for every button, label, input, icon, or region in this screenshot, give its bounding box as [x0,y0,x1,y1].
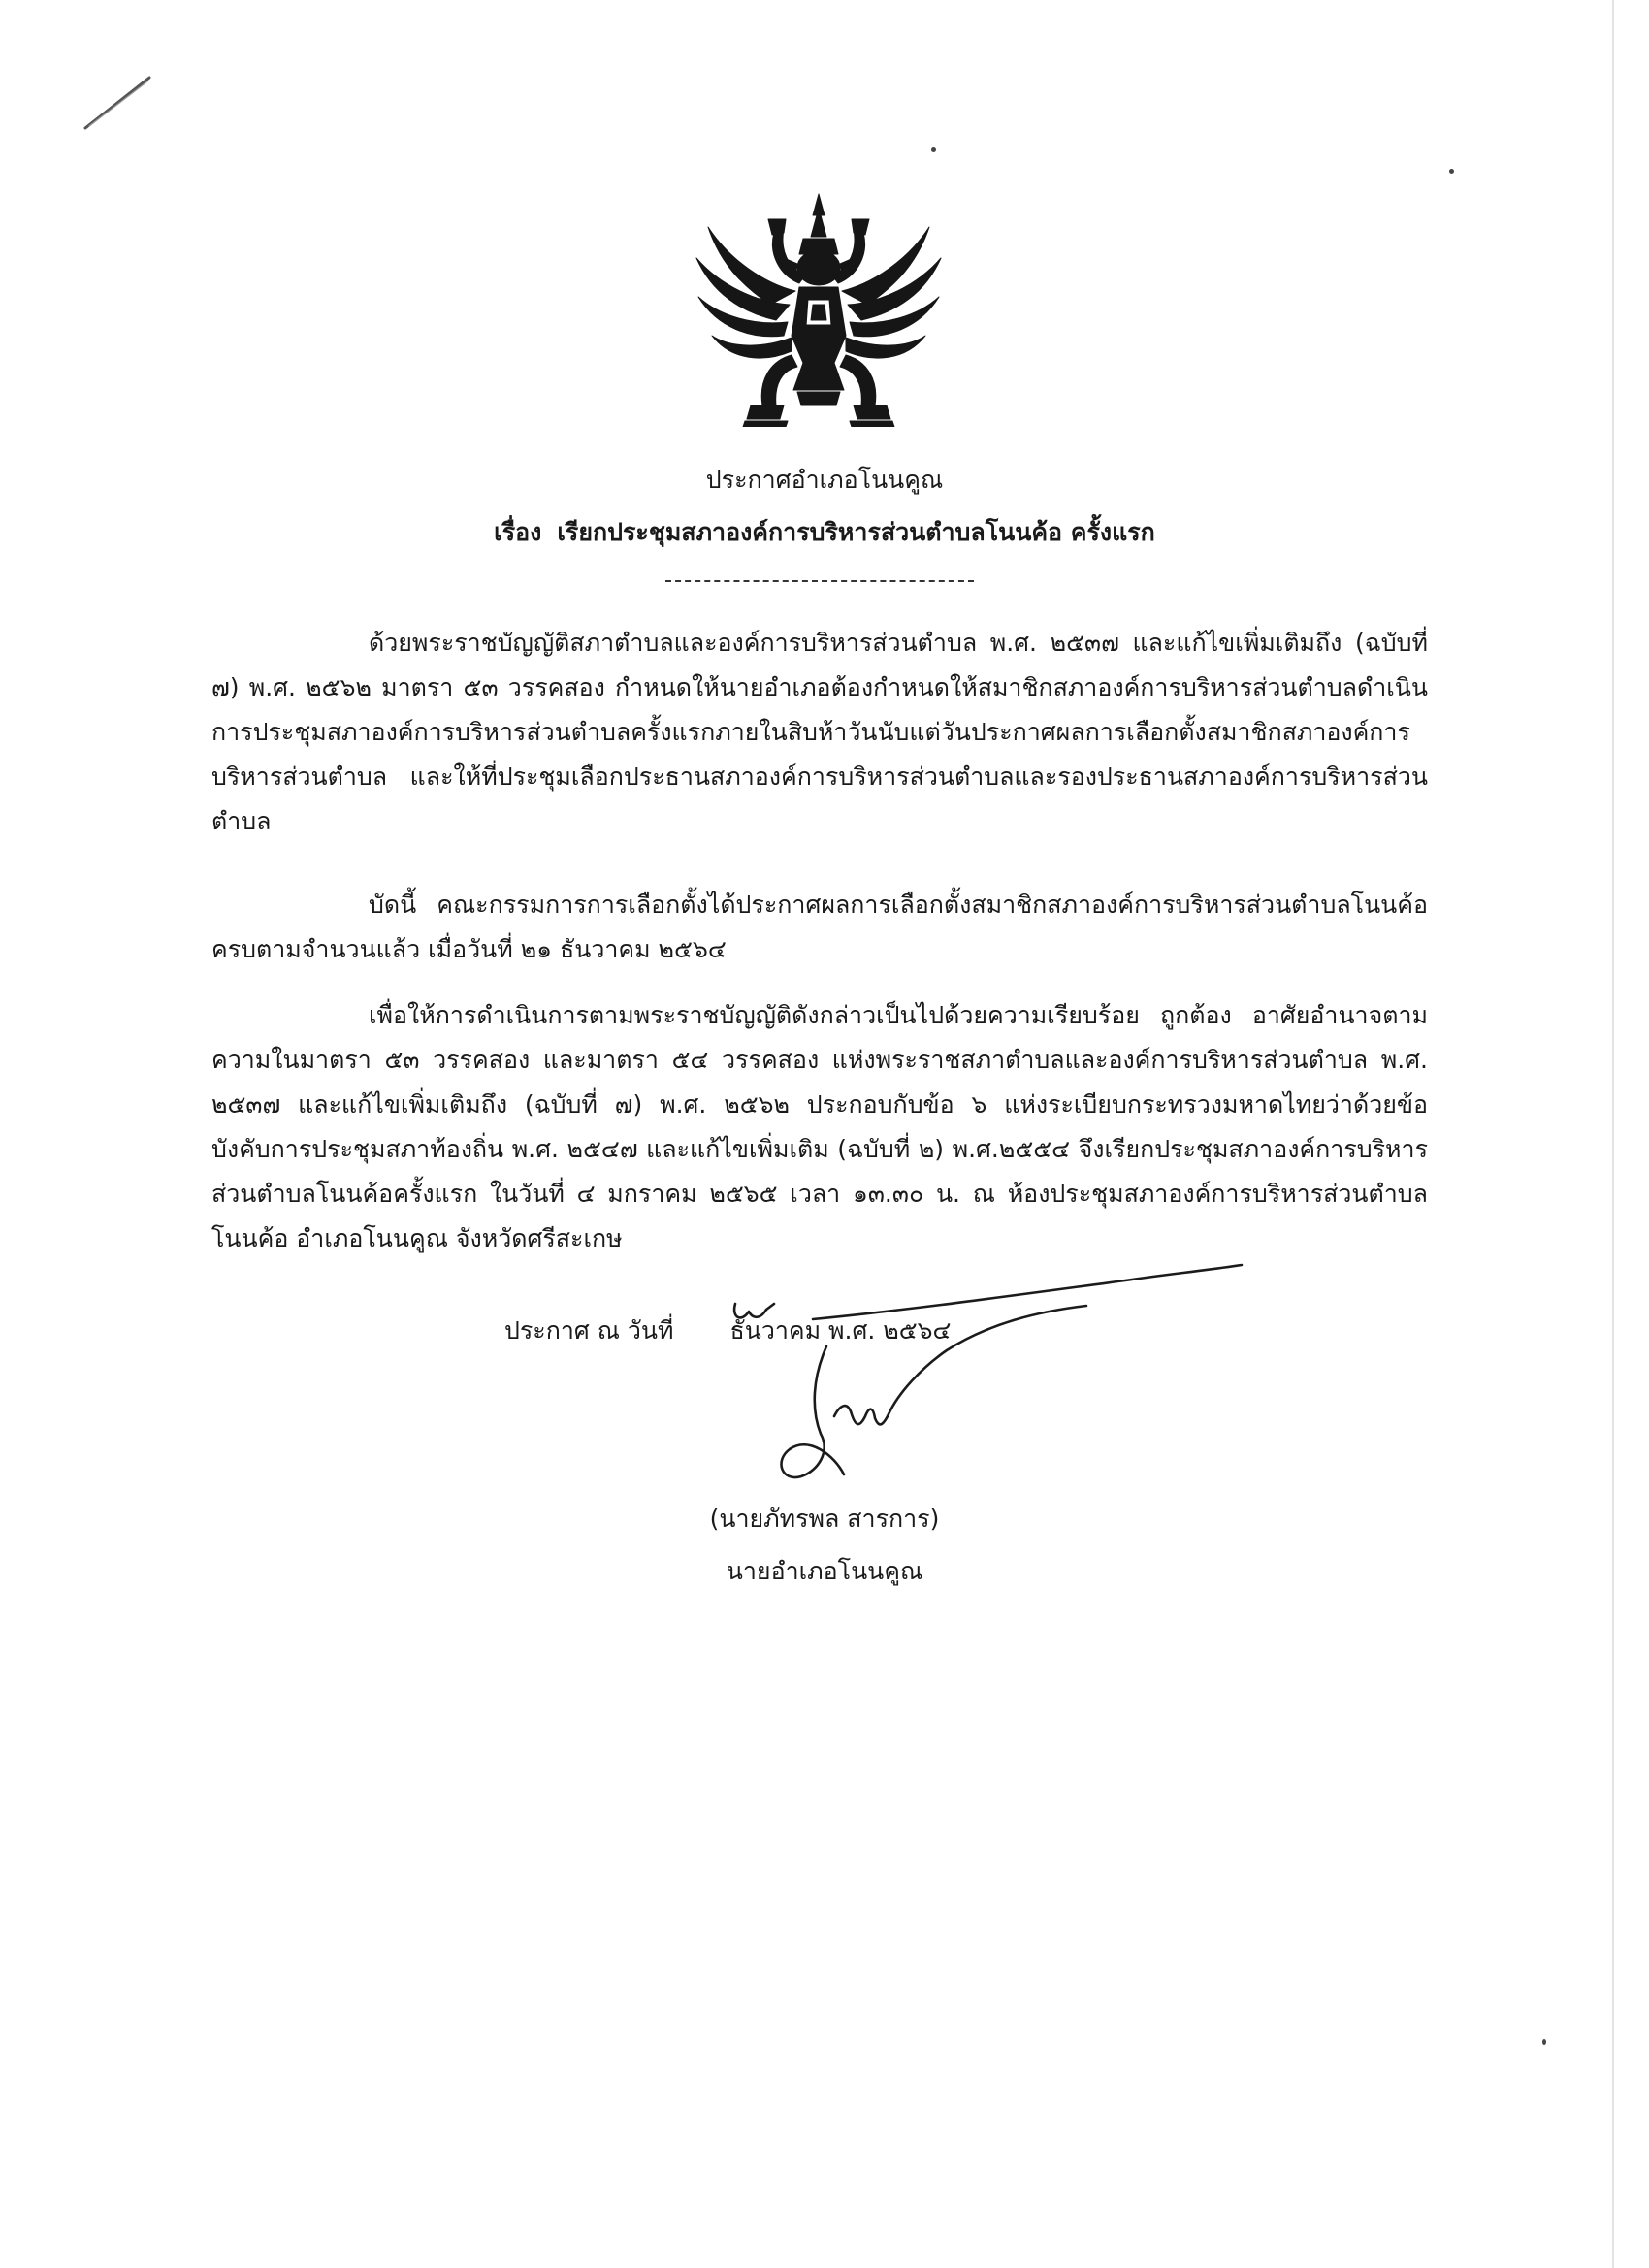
paragraph-3-text: เพื่อให้การดำเนินการตามพระราชบัญญัติดังกล่าวเป็นไปด้วยความเรียบร้อย ถูกต้อง อาศัยอำนาจตามความในมาตรา ๕๓ วรรคสอง และมาตรา ๕๔ วรรคสอง แห่งพระราชสภาตำบลและองค์การบริหารส่วนตำบล พ.ศ. ๒๕๓๗ และแก้ไขเพิ่มเติมถึง (ฉบับที่ ๗) พ.ศ. ๒๕๖๒ ประกอบกับข้อ ๖ แห่งระเบียบกระทรวงมหาดไทยว่าด้วยข้อบังคับการประชุมสภาท้องถิ่น พ.ศ. ๒๕๔๗ และแก้ไขเพิ่มเติม (ฉบับที่ ๒) พ.ศ.๒๕๕๔ จึงเรียกประชุมสภาองค์การบริหารส่วนตำบลโนนค้อครั้งแรก ในวันที่ ๔ มกราคม ๒๕๖๕ เวลา ๑๓.๓๐ น. ณ ห้องประชุมสภาองค์การบริหารส่วนตำบลโนนค้อ อำเภอโนนคูณ จังหวัดศรีสะเกษ [211,1001,1428,1252]
paragraph-2-text: บัดนี้ คณะกรรมการการเลือกตั้งได้ประกาศผลการเลือกตั้งสมาชิกสภาองค์การบริหารส่วนตำบลโนนค้อ ครบตามจำนวนแล้ว เมื่อวันที่ ๒๑ ธันวาคม ๒๕๖๔ [211,891,1428,963]
announce-suffix: ธันวาคม พ.ศ. ๒๕๖๔ [729,1316,952,1345]
handwritten-signature-icon [718,1261,1261,1513]
paragraph-1-text: ด้วยพระราชบัญญัติสภาตำบลและองค์การบริหารส่วนตำบล พ.ศ. ๒๕๓๗ และแก้ไขเพิ่มเติมถึง (ฉบับที่ ๗) พ.ศ. ๒๕๖๒ มาตรา ๕๓ วรรคสอง กำหนดให้นายอำเภอต้องกำหนดให้สมาชิกสภาองค์การบริหารส่วนตำบลดำเนินการประชุมสภาองค์การบริหารส่วนตำบลครั้งแรกภายในสิบห้าวันนับแต่วันประกาศผลการเลือกตั้งสมาชิกสภาองค์การบริหารส่วนตำบล และให้ที่ประชุมเลือกประธานสภาองค์การบริหารส่วนตำบลและรองประธานสภาองค์การบริหารส่วนตำบล [211,629,1428,835]
subject-label: เรื่อง [494,518,542,546]
heading-separator [665,580,974,582]
announce-prefix: ประกาศ ณ วันที่ [504,1316,674,1345]
scan-speck [1449,169,1454,174]
paragraph-1 [211,621,1428,844]
paragraph-3 [211,993,1428,1261]
paragraph-2 [211,883,1428,972]
scan-speck [931,147,936,152]
subject-line [0,516,1649,549]
pen-mark-icon [80,68,157,136]
signer-title: นายอำเภอโนนคูณ [726,1557,923,1585]
signer-name: (นายภัทรพล สารการ) [709,1505,940,1533]
subject-text: เรียกประชุมสภาองค์การบริหารส่วนตำบลโนนค้อ ครั้งแรก [557,518,1155,546]
issuer-title: ประกาศอำเภอโนนคูณ [705,466,944,494]
scan-edge-line [1612,0,1614,2268]
garuda-emblem-icon [691,190,947,427]
scan-speck [1542,2039,1546,2045]
